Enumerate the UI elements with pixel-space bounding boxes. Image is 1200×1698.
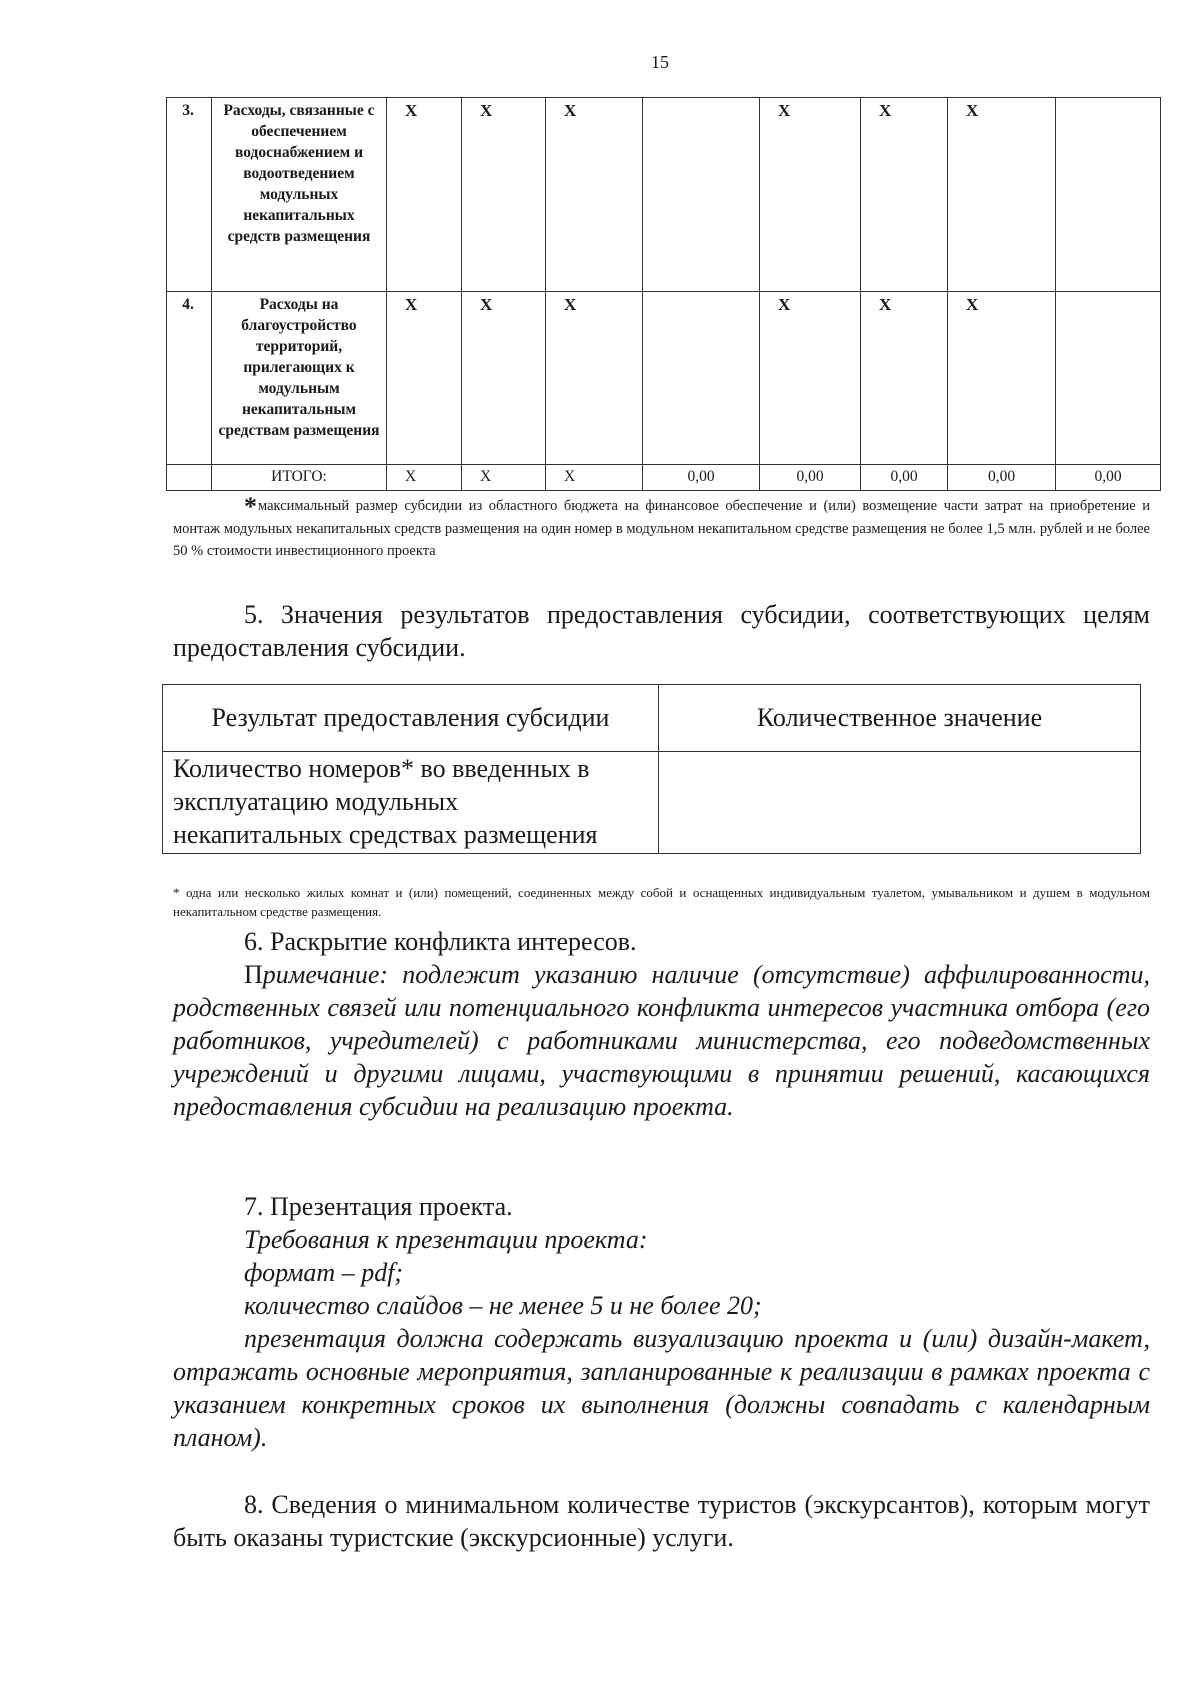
note-text: римечание: подлежит указанию наличие (отсутствие) аффилированности, родственных связей или потенциального конфликта интересов участника отбора (его работников, учредителей) с работниками министерства, его подведомственных учреждений и другими лицами, участвующими в принятии решений, касающихся предоставления субсидии на реализацию проекта. bbox=[173, 960, 1150, 1121]
footnote-text: максимальный размер субсидии из областного бюджета на финансовое обеспечение и (или) возмещение части затрат на приобретение и монтаж модульных некапитальных средств размещения на один номер в модульном некапитальном средстве размещения не более 1,5 млн. рублей и не более 50 % стоимости инвестиционного проекта bbox=[173, 498, 1150, 559]
presentation-slides: количество слайдов – не менее 5 и не более 20; bbox=[244, 1291, 762, 1320]
total-label: ИТОГО: bbox=[212, 465, 387, 491]
table-cell: Х bbox=[387, 98, 462, 292]
table-cell: Х bbox=[948, 98, 1056, 292]
results-table bbox=[162, 684, 1141, 854]
table-cell: Х bbox=[760, 98, 861, 292]
table-cell bbox=[1056, 292, 1161, 465]
section-8-heading: 8. Сведения о минимальном количестве туристов (экскурсантов), которым могут быть оказаны туристские (экскурсионные) услуги. bbox=[173, 1490, 1150, 1552]
table-cell: Х bbox=[387, 465, 462, 491]
table-header-row bbox=[163, 685, 1141, 752]
total-value: 0,00 bbox=[1056, 465, 1161, 491]
row-number: 4. bbox=[167, 292, 212, 465]
result-cell bbox=[163, 752, 659, 854]
footnote-star: * bbox=[244, 492, 257, 521]
rooms-footnote: * одна или несколько жилых комнат и (или) помещений, соединенных между собой и оснащенных индивидуальным туалетом, умывальником и душем в модульном некапитальном средстве размещения. bbox=[173, 885, 1150, 919]
section-5-heading: 5. Значения результатов предоставления субсидии, соответствующих целям предоставления субсидии. bbox=[173, 600, 1150, 662]
table-cell: Х bbox=[387, 292, 462, 465]
total-row bbox=[167, 465, 1161, 491]
section-6-note bbox=[173, 958, 1150, 1123]
page-number: 15 bbox=[651, 52, 669, 72]
presentation-requirements-title: Требования к презентации проекта: bbox=[244, 1225, 648, 1254]
expenses-table bbox=[166, 97, 1161, 491]
column-header: Количественное значение bbox=[659, 685, 1141, 752]
table-row bbox=[167, 292, 1161, 465]
table-cell: Х bbox=[861, 98, 948, 292]
row-name: Расходы на благоустройство территорий, прилегающих к модульным некапитальным средствам размещения bbox=[212, 292, 387, 465]
table-cell bbox=[1056, 98, 1161, 292]
row-name: Расходы, связанные с обеспечением водоснабжением и водоотведением модульных некапитальных средств размещения bbox=[212, 98, 387, 292]
total-value: 0,00 bbox=[861, 465, 948, 491]
table-row bbox=[163, 752, 1141, 854]
column-header: Результат предоставления субсидии bbox=[163, 685, 659, 752]
total-value: 0,00 bbox=[760, 465, 861, 491]
table-cell: Х bbox=[546, 465, 643, 491]
row-number: 3. bbox=[167, 98, 212, 292]
table-cell: Х bbox=[462, 465, 546, 491]
total-value: 0,00 bbox=[643, 465, 760, 491]
table-cell: Х bbox=[948, 292, 1056, 465]
note-prefix: П bbox=[244, 960, 263, 989]
presentation-format: формат – pdf; bbox=[244, 1258, 404, 1287]
table-cell: Х bbox=[546, 292, 643, 465]
table-cell bbox=[643, 98, 760, 292]
table-cell: Х bbox=[546, 98, 643, 292]
section-7-heading: 7. Презентация проекта. bbox=[244, 1192, 513, 1221]
result-line: эксплуатацию модульных bbox=[173, 787, 459, 816]
section-6-heading: 6. Раскрытие конфликта интересов. bbox=[244, 927, 637, 956]
table-cell: Х bbox=[462, 292, 546, 465]
total-value: 0,00 bbox=[948, 465, 1056, 491]
value-cell bbox=[659, 752, 1141, 854]
table-cell: Х bbox=[760, 292, 861, 465]
result-line: некапитальных средствах размещения bbox=[173, 820, 598, 849]
table-cell: Х bbox=[861, 292, 948, 465]
table-cell bbox=[167, 465, 212, 491]
result-line: Количество номеров* во введенных в bbox=[173, 754, 590, 783]
table-cell: Х bbox=[462, 98, 546, 292]
table-row bbox=[167, 98, 1161, 292]
table-cell bbox=[643, 292, 760, 465]
presentation-content: презентация должна содержать визуализацию проекта и (или) дизайн-макет, отражать основные мероприятия, запланированные к реализации в рамках проекта с указанием конкретных сроков их выполнения (должны совпадать с календарным планом). bbox=[173, 1324, 1150, 1452]
subsidy-footnote bbox=[173, 492, 1150, 562]
